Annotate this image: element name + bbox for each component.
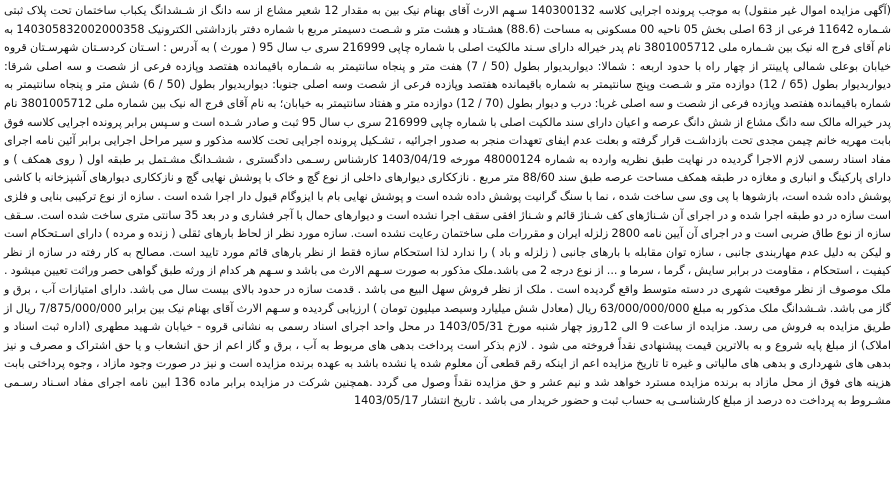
auction-notice-text: (آگهی مزایده اموال غیر منقول) به موجب پرونده اجرایی کلاسه 140300132 سـهم الارث آقای بهنام نیک بین به مقدار 12 شعیر مشاع از سه دانگ از شـشدانگ یکباب ساختمان تحت پلاک ثبتی شـماره 11642 فرعی از 63 اصلی بخش 05 ناحیه 00 مسکونی به مساحت (88.6) هشـتاد و هشت متر و شـصت دسیمتر مربع با شماره دفتر بازداشتی الکترونیک 140305832002000358 به نام آقای فرج اله نیک بین شـماره ملی 3801005712 نام پدر خیراله دارای سـند مالکیت اصلی با شماره چاپی 216999 سری ب سال 95 ( مورث ) به آدرس : اسـتان کردسـتان شهرسـتان قروه خیابان بوعلی شمالی پایینتر از چهار راه با حدود اربعه : شمالا: دیواربدیوار بطول (50 / 7) هفت متر و پنجاه سانتیمتر به شـماره باقیمانده هفتصد وپازده فرعی از شصت و سه اصلی شرقا: دیواربدیوار بطول (65 / 12) دوازده متر و شـصت وپنج سانتیمتر به شماره باقیمانده هفتصد وپازده فرعی از شصت وسه اصلی جنوبا: دیواربدیوار بطول (50 / 6) شش متر و پنجاه سانتیمتر به شماره باقیمانده هفتصد وپازده فرعی از شصت و سه اصلی غربا: درب و دیوار بطول (70 / 12) دوازده متر و هفتاد سانتیمتر به خیابان؛ به نام آقای فرج اله نیک بین شماره ملی 3801005712 نام پدر خیراله مالک سه دانگ مشاع از شش دانگ عرصه و اعیان دارای سند مالکیت اصلی با شماره چاپی 216999 سری ب سال 95 ثبت و صادر شـده است و سـپس برابر پرونده اجرایی کلاسه فوق بابت مهریه خانم چیمن مجدی تحت بازداشـت قرار گرفته و بعلت عدم ایفای تعهدات منجر به صدور اجرائیه ، تشـکیل پرونده اجرایی تحت کلاسه مذکور و سیر مراحل اجرایی برابر آئین نامه اجرای مفاد اسناد رسمی لازم الاجرا گردیده در نهایت طبق نظریه وارده به شماره 48000124 مورخه 1403/04/19 کارشناس رسـمی دادگستری ، ششـدانگ مشـتمل بر طبقه اول ( روی همکف ) و دارای پارکینگ و انباری و مغازه در طبقه همکف مساحت عرصه طبق سند 88/60 متر مربع . نازککاری دیوارهای داخلی از نوع گچ و خاک با پوشش نهایی گچ و نازککاری دیوارهای آشپزخانه با کاشی پوشش داده شده است، بازشوها با پی وی سی ساخت شده ، نما با سنگ گرانیت پوشش داده شده است و پوشش نهایی بام با ایزوگام قیول دار اجرا شده است . سازه از نوع ترکیبی بنایی و فلزی است سازه در دو طبقه اجرا شده و در اجرای آن شـناژهای کف شـناژ قائم و شـناژ افقی سقف اجرا نشده است و دیوارهای حمال با آجر فشاری و در بعد 35 سانتی متری ساخت شده است. سـقف سازه از نوع طاق ضربی است و در اجرای آن آیین نامه 2800 زلزله ایران و مقررات ملی ساختمان رعایت نشده است. سازه مورد نظر از لحاظ بارهای ثقلی ( زنده و مرده ) دارای اسـتحکام است و لیکن به دلیل عدم مهاربندی جانبی ، سازه توان مقابله با بارهای جانبی ( زلزله و باد ) را ندارد لذا استحکام سازه فقط از نظر بارهای قائم مورد تایید است. مصالح به کار رفته در سازه از نظر کیفیت ، استحکام ، مقاومت در برابر سایش ، گرما ، سرما و ... از نوع درجه 2 می باشد.ملک مذکور به صورت سـهم الارث می باشد و سـهم هر کدام از ورثه طبق گواهی حصر وراثت تعیین میشود . ملک موصوف از نظر موقعیت شهری در دسته متوسط واقع گردیده است . ملک از نظر فروش سهل البیع می باشد . قدمت سازه در حدود بالای بیست سال می باشد. دارای امتیازات آب ، برق و گاز می باشد. شـشدانگ ملک مذکور به مبلغ 63/000/000/000 ریال (معادل شش میلیارد وسیصد میلیون تومان ) ارزیابی گردیده و سـهم الارث آقای بهنام نیک بین برابر 7/875/000/000 ریال از طریق مزایده به فروش می رسد. مزایده از ساعت 9 الی 12روز چهار شنبه مورخ 1403/05/31 در محل واحد اجرای اسناد رسمی به نشانی قروه - خیابان شـهید مطهری (اداره ثبت اسناد و املاک) از مبلغ پایه شروع و به بالاترین قیمت پیشنهادی نقداً فروخته می شود . لازم بذکر است پرداخت بدهی های مربوط به آب ، برق و گاز اعم از حق انشعاب و یا حق اشتراک و مصرف و نیز بدهی های شهرداری و بدهی های مالیاتی و غیره تا تاریخ مزایده اعم از اینکه رقم قطعی آن معلوم شده یا نشده باشد به عهده برنده مزایده است و نیز در صورت وجود مازاد ، وجوه پرداختی بابت هزینه های فوق از محل مازاد به برنده مزایده مسترد خواهد شد و نیم عشر و حق مزایده نقداً وصول می گردد .همچنین شرکت در مزایده برابر ماده 136 ابین نامه اجرای مفاد اسـناد رسـمی مشـروط به پرداخت ده درصد از مبلغ کارشناسـی به حساب ثبت و حضور خریدار می باشد . تاریخ انتشار 1403/05/17 [4,4,892,408]
